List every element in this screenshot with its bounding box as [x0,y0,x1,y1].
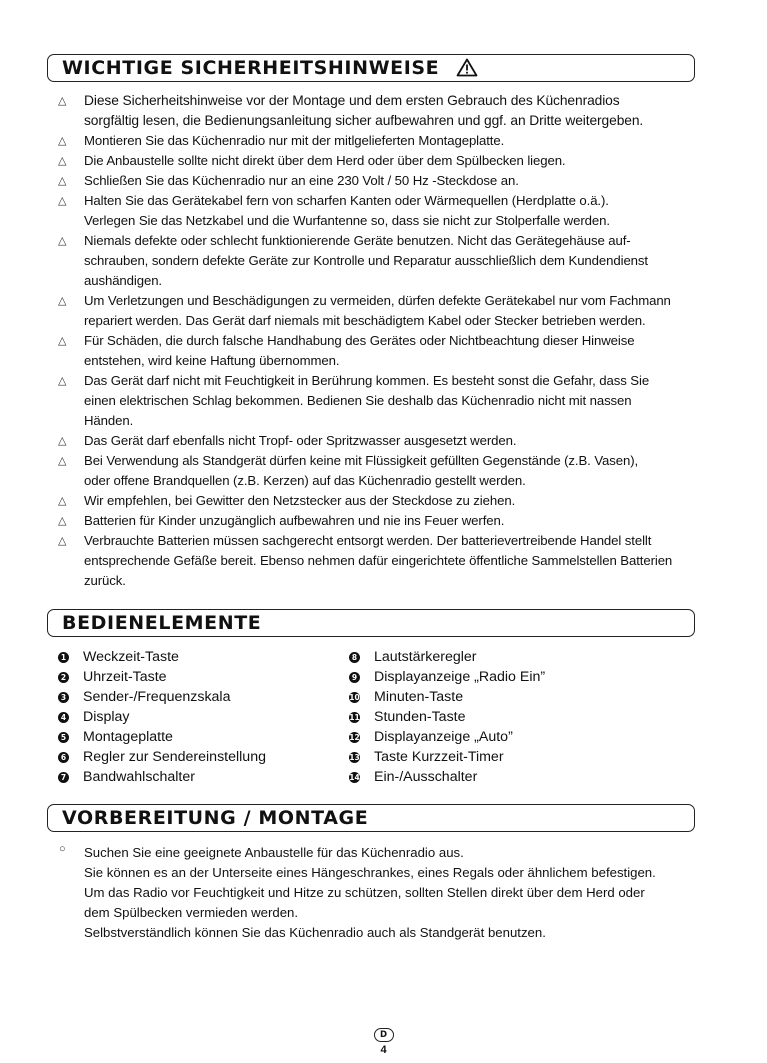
safety-item [58,371,727,431]
control-label: Ein-/Ausschalter [374,769,478,785]
triangle-bullet-icon: △ [58,135,67,147]
control-label: Montageplatte [83,729,173,745]
number-badge: 7 [58,772,69,783]
control-label: Uhrzeit-Taste [83,669,167,685]
circle-bullet-icon: ○ [59,843,66,855]
safety-item-line: entstehen, wird keine Haftung übernommen. [84,353,340,368]
safety-item [58,131,727,151]
control-item [58,727,266,747]
control-item [349,727,545,747]
preparation-section-header [47,804,695,832]
control-label: Lautstärkeregler [374,649,477,665]
safety-section-header [47,54,695,82]
triangle-bullet-icon: △ [58,95,67,107]
control-item [58,747,266,767]
safety-list [58,91,727,591]
control-label: Bandwahlschalter [83,769,195,785]
language-badge: D [374,1028,394,1042]
number-badge: 9 [349,672,360,683]
safety-item [58,531,727,591]
control-item [349,747,545,767]
triangle-bullet-icon: △ [58,435,67,447]
control-label: Regler zur Sendereinstellung [83,749,266,765]
safety-item-line: oder offene Brandquellen (z.B. Kerzen) auf das Küchenradio gestellt werden. [84,473,526,488]
safety-item-line: Verlegen Sie das Netzkabel und die Wurfantenne so, dass sie nicht zur Stolperfalle werden. [84,213,610,228]
control-label: Weckzeit-Taste [83,649,179,665]
preparation-title: VORBEREITUNG / MONTAGE [62,807,369,829]
controls-title: BEDIENELEMENTE [62,612,262,634]
safety-item [58,171,727,191]
safety-item-line: Verbrauchte Batterien müssen sachgerecht entsorgt werden. Der batterievertreibende Handel stellt [84,533,652,548]
control-item [58,667,266,687]
control-label: Minuten-Taste [374,689,464,705]
control-label: Displayanzeige „Radio Ein” [374,669,546,685]
triangle-bullet-icon: △ [58,455,67,467]
safety-item [58,451,727,491]
safety-item-line: Niemals defekte oder schlecht funktionierende Geräte benutzen. Nicht das Gerätegehäuse auf- [84,233,631,248]
safety-item-line: Batterien für Kinder unzugänglich aufbewahren und nie ins Feuer werfen. [84,513,505,528]
safety-item-line: entsprechende Gefäße bereit. Ebenso nehmen dafür eingerichtete öffentliche Sammelstellen Batterien [84,553,673,568]
control-item [58,687,266,707]
control-label: Stunden-Taste [374,709,466,725]
safety-item-line: Um Verletzungen und Beschädigungen zu vermeiden, dürfen defekte Gerätekabel nur vom Fachmann [84,293,671,308]
safety-title: WICHTIGE SICHERHEITSHINWEISE [62,56,478,80]
preparation-line: Suchen Sie eine geeignete Anbaustelle für das Küchenradio aus. [84,845,464,860]
number-badge: 10 [349,693,360,702]
triangle-bullet-icon: △ [58,495,67,507]
safety-item [58,191,727,231]
preparation-line: dem Spülbecken vermieden werden. [84,905,299,920]
controls-right-column [349,647,545,787]
safety-item-line: zurück. [84,573,126,588]
safety-item [58,231,727,291]
safety-item-line: einen elektrischen Schlag bekommen. Bedienen Sie deshalb das Küchenradio nicht mit nassen [84,393,632,408]
safety-item-line: Halten Sie das Gerätekabel fern von scharfen Kanten oder Wärmequellen (Herdplatte o.ä.). [84,193,609,208]
warning-triangle-icon [456,58,478,77]
number-badge: 5 [58,732,69,743]
safety-item-line: Für Schäden, die durch falsche Handhabung des Gerätes oder Nichtbeachtung dieser Hinweise [84,333,635,348]
number-badge: 1 [58,652,69,663]
triangle-bullet-icon: △ [58,195,67,207]
safety-item-line: schrauben, sondern defekte Geräte zur Kontrolle und Reparatur ausschließlich dem Kundendienst [84,253,648,268]
preparation-line: Selbstverständlich können Sie das Küchenradio auch als Standgerät benutzen. [84,925,546,940]
triangle-bullet-icon: △ [58,375,67,387]
safety-item [58,491,727,511]
number-badge: 12 [349,733,360,742]
control-item [349,767,545,787]
control-item [58,647,266,667]
number-badge: 4 [58,712,69,723]
control-item [58,767,266,787]
safety-item-line: sorgfältig lesen, die Bedienungsanleitung sicher aufbewahren und ggf. an Dritte weitergeben. [84,113,644,128]
safety-item [58,291,727,331]
safety-item-line: Bei Verwendung als Standgerät dürfen keine mit Flüssigkeit gefüllten Gegenstände (z.B. Vasen), [84,453,639,468]
triangle-bullet-icon: △ [58,155,67,167]
number-badge: 8 [349,652,360,663]
control-item [349,707,545,727]
preparation-line: Sie können es an der Unterseite eines Hängeschrankes, eines Regals oder ähnlichem befestigen. [84,865,656,880]
page-number: 4 [380,1044,387,1056]
control-item [349,667,545,687]
safety-item-line: Diese Sicherheitshinweise vor der Montage und dem ersten Gebrauch des Küchenradios [84,93,620,108]
safety-item [58,431,727,451]
number-badge: 2 [58,672,69,683]
safety-item-line: Das Gerät darf nicht mit Feuchtigkeit in Berührung kommen. Es besteht sonst die Gefahr, dass Sie [84,373,650,388]
triangle-bullet-icon: △ [58,515,67,527]
control-label: Taste Kurzzeit-Timer [374,749,504,765]
safety-item-line: Schließen Sie das Küchenradio nur an eine 230 Volt / 50 Hz -Steckdose an. [84,173,519,188]
triangle-bullet-icon: △ [58,175,67,187]
controls-left-column [58,647,266,787]
number-badge: 3 [58,692,69,703]
control-item [58,707,266,727]
preparation-text [58,843,727,943]
triangle-bullet-icon: △ [58,295,67,307]
safety-item-line: Das Gerät darf ebenfalls nicht Tropf- oder Spritzwasser ausgesetzt werden. [84,433,517,448]
control-label: Display [83,709,130,725]
control-label: Sender-/Frequenzskala [83,689,231,705]
safety-item-line: Händen. [84,413,134,428]
safety-item-line: Die Anbaustelle sollte nicht direkt über dem Herd oder über dem Spülbecken liegen. [84,153,566,168]
safety-item [58,151,727,171]
triangle-bullet-icon: △ [58,335,67,347]
number-badge: 11 [349,713,360,722]
preparation-line: Um das Radio vor Feuchtigkeit und Hitze zu schützen, sollten Stellen direkt über dem Herd oder [84,885,645,900]
safety-item-line: aushändigen. [84,273,162,288]
number-badge: 13 [349,753,360,762]
safety-item-line: Montieren Sie das Küchenradio nur mit der mitlgelieferten Montageplatte. [84,133,505,148]
triangle-bullet-icon: △ [58,535,67,547]
safety-item-line: repariert werden. Das Gerät darf niemals mit beschädigtem Kabel oder Stecker betrieben werden. [84,313,646,328]
controls-section-header [47,609,695,637]
triangle-bullet-icon: △ [58,235,67,247]
safety-item [58,511,727,531]
page-footer [0,1024,767,1056]
control-label: Displayanzeige „Auto” [374,729,513,745]
number-badge: 14 [349,773,360,782]
safety-item [58,91,727,131]
number-badge: 6 [58,752,69,763]
control-item [349,687,545,707]
preparation-block [58,843,727,943]
control-item [349,647,545,667]
safety-item [58,331,727,371]
safety-item-line: Wir empfehlen, bei Gewitter den Netzstecker aus der Steckdose zu ziehen. [84,493,516,508]
